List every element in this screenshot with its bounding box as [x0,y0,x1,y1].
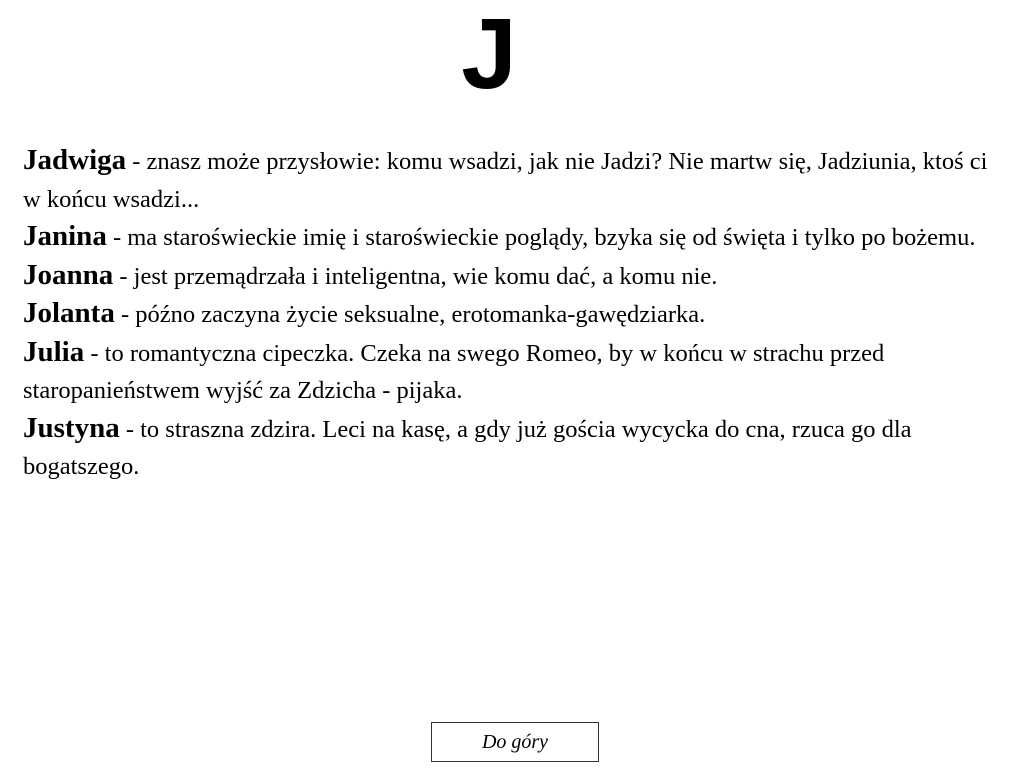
entry-description: - późno zaczyna życie seksualne, erotomanka-gawędziarka. [114,301,706,328]
entry-name: Jadwiga [23,144,127,176]
letter-heading: J [461,0,519,110]
entry-name: Justyna [23,411,120,444]
name-entries-list [23,142,1008,486]
entry-name: Janina [23,220,107,252]
entry-description: - to romantyczna cipeczka. Czeka na swego Romeo, by w końcu w strachu przed staropanieństwem wyjść za Zdzicha - pijaka. [23,339,885,404]
entry-joanna [23,257,1008,296]
entry-description: - to straszna zdzira. Leci na kasę, a gdy już gościa wycycka do cna, rzuca go dla bogatszego. [23,415,912,480]
entry-description: - jest przemądrzała i inteligentna, wie komu dać, a komu nie. [113,262,718,290]
entry-name: Jolanta [23,297,115,329]
entry-justyna [23,410,1008,486]
entry-description: - ma staroświeckie imię i staroświeckie poglądy, bzyka się od święta i tylko po bożemu. [106,224,976,251]
entry-julia [23,334,1008,410]
entry-jolanta [23,295,1008,334]
entry-name: Joanna [23,258,114,291]
entry-description: - znasz może przysłowie: komu wsadzi, jak nie Jadzi? Nie martw się, Jadziunia, ktoś ci w końcu wsadzi... [23,148,988,213]
entry-name: Julia [23,335,85,368]
entry-jadwiga [23,142,1008,218]
entry-janina [23,218,1008,257]
back-to-top-button[interactable]: Do góry [431,722,599,762]
